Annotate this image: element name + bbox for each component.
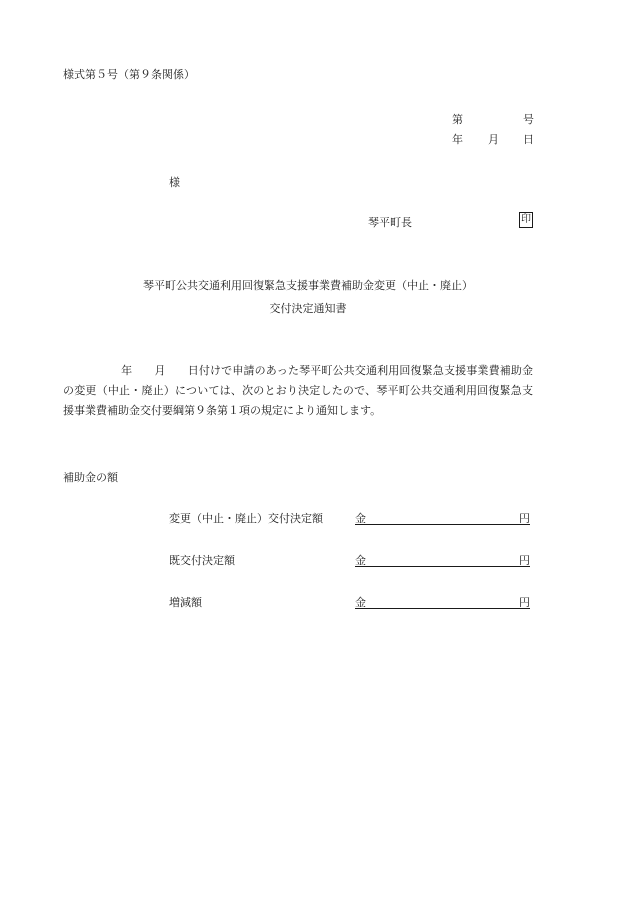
amount-label-difference: 増減額 bbox=[169, 596, 202, 609]
amount-field-difference bbox=[355, 594, 530, 609]
amount-field-previous bbox=[355, 552, 530, 567]
amount-prefix: 金 bbox=[355, 596, 366, 609]
amount-unit: 円 bbox=[519, 554, 530, 567]
addressee-honorific: 様 bbox=[169, 176, 180, 189]
document-title-line1: 琴平町公共交通利用回復緊急支援事業費補助金変更（中止・廃止） bbox=[143, 279, 473, 292]
section-heading: 補助金の額 bbox=[63, 471, 118, 484]
form-number-label: 様式第５号（第９条関係） bbox=[63, 68, 195, 81]
amount-field-change bbox=[355, 510, 530, 525]
document-number-prefix: 第 bbox=[452, 113, 463, 126]
amount-prefix: 金 bbox=[355, 554, 366, 567]
seal-mark: 印 bbox=[519, 212, 533, 228]
amount-unit: 円 bbox=[519, 596, 530, 609]
date-day-label: 日 bbox=[523, 133, 534, 146]
document-title-line2: 交付決定通知書 bbox=[269, 302, 347, 315]
body-year-label: 年 bbox=[121, 364, 133, 377]
date-year-label: 年 bbox=[452, 133, 463, 146]
date-month-label: 月 bbox=[488, 133, 499, 146]
document-number-suffix: 号 bbox=[523, 113, 534, 126]
amount-prefix: 金 bbox=[355, 512, 366, 525]
body-month-label: 月 bbox=[154, 364, 166, 377]
notice-body bbox=[63, 361, 533, 421]
body-text: 日付けで申請のあった琴平町公共交通利用回復緊急支援事業費補助金の変更（中止・廃止）については、次のとおり決定したので、琴平町公共交通利用回復緊急支援事業費補助金交付要綱第９条第１項の規定により通知します。 bbox=[63, 364, 534, 417]
issuer-title: 琴平町長 bbox=[368, 216, 412, 229]
amount-label-previous: 既交付決定額 bbox=[169, 554, 235, 567]
amount-label-change: 変更（中止・廃止）交付決定額 bbox=[169, 512, 323, 525]
amount-unit: 円 bbox=[519, 512, 530, 525]
